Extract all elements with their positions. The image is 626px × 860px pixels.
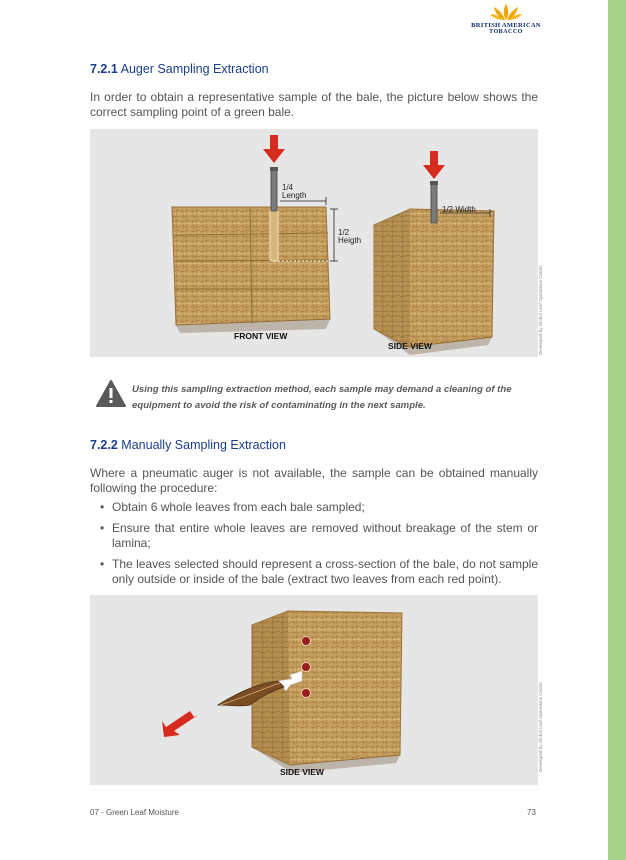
section-721-title: Auger Sampling Extraction xyxy=(120,62,269,76)
bat-logo xyxy=(470,2,542,44)
page-edge-bar xyxy=(608,0,626,860)
side-view-label: SIDE VIEW xyxy=(388,341,432,351)
side-view-label-2: SIDE VIEW xyxy=(280,767,324,777)
footer-page-number: 73 xyxy=(527,808,536,817)
section-721-number: 7.2.1 xyxy=(90,62,118,76)
warning-note xyxy=(96,378,536,414)
logo-line-2: TOBACCO xyxy=(489,29,523,35)
leaf-logo-icon xyxy=(489,2,523,22)
figure1-credit: Developed by Global Leaf Operations Centre xyxy=(538,265,543,355)
height-label: Heigth xyxy=(338,236,362,245)
side-auger-probe xyxy=(430,181,438,223)
front-auger-probe xyxy=(270,167,278,211)
warning-triangle-icon xyxy=(96,380,126,408)
list-item: • Obtain 6 whole leaves from each bale sampled; xyxy=(100,500,538,515)
front-down-arrow-icon xyxy=(263,135,285,163)
auger-sampling-figure xyxy=(90,129,538,357)
logo-line-1: BRITISH AMERICAN xyxy=(471,22,541,29)
procedure-list xyxy=(100,500,538,593)
section-721-heading xyxy=(90,62,269,76)
front-bale xyxy=(172,207,330,333)
sampling-point xyxy=(302,637,311,646)
pull-direction-arrow-icon xyxy=(162,711,198,737)
height-fraction-label: 1/2 xyxy=(338,228,350,237)
front-view-label: FRONT VIEW xyxy=(234,331,288,341)
side-bale-manual xyxy=(252,611,402,773)
length-label: Length xyxy=(282,191,307,200)
width-label: 1/2 Width xyxy=(442,205,476,214)
section-722-number: 7.2.2 xyxy=(90,438,118,452)
list-item: • Ensure that entire whole leaves are removed without breakage of the stem or lamina; xyxy=(100,521,538,551)
section-722-title: Manually Sampling Extraction xyxy=(121,438,286,452)
warning-text: Using this sampling extraction method, each sample may demand a cleaning of the equipment to avoid the risk of contaminating in the next sample. xyxy=(132,384,512,411)
list-item: • The leaves selected should represent a cross-section of the bale, do not sample only outside or inside of the bale (extract two leaves from each red point). xyxy=(100,557,538,587)
side-down-arrow-icon xyxy=(423,151,445,179)
sampling-point xyxy=(302,689,311,698)
length-fraction-label: 1/4 xyxy=(282,183,294,192)
sampling-point xyxy=(302,663,311,672)
section-721-paragraph: In order to obtain a representative sample of the bale, the picture below shows the correct sampling point of a green bale. xyxy=(90,90,538,119)
section-722-paragraph: Where a pneumatic auger is not available, the sample can be obtained manually following the procedure: xyxy=(90,466,538,495)
section-722-heading xyxy=(90,438,286,452)
side-bale xyxy=(374,209,494,355)
footer-chapter: 07 - Green Leaf Moisture xyxy=(90,808,179,817)
manual-sampling-figure xyxy=(90,595,538,785)
figure2-credit: Developed by Global Leaf Operations Centre xyxy=(538,682,543,772)
